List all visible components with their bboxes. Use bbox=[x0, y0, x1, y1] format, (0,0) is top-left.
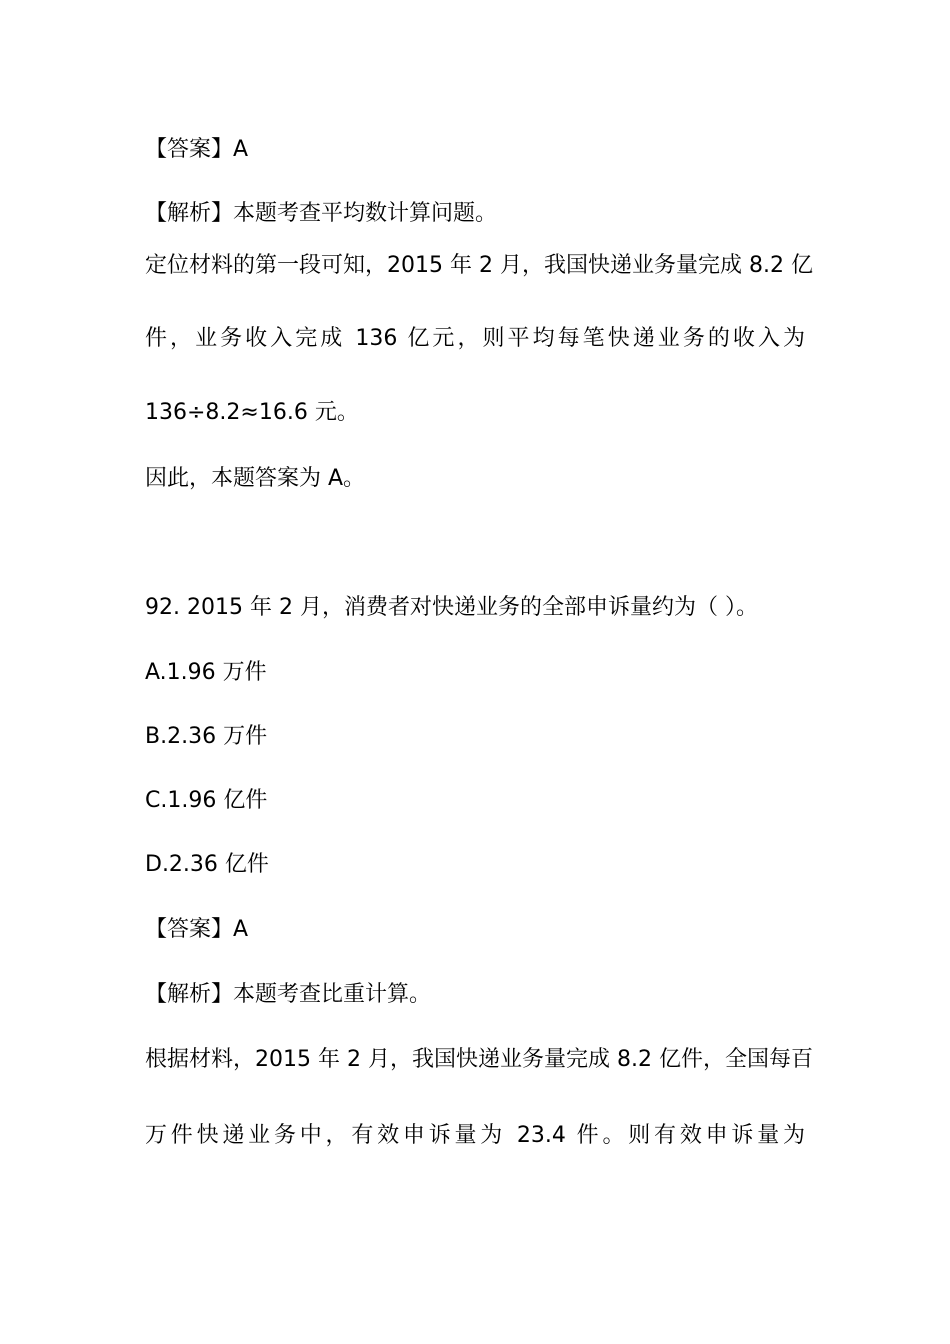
analysis-title: 【解析】本题考查比重计算。 bbox=[145, 982, 432, 1007]
analysis-text-line: 件，业务收入完成 136 亿元，则平均每笔快递业务的收入为 bbox=[145, 326, 805, 351]
analysis-title: 【解析】本题考查平均数计算问题。 bbox=[145, 201, 498, 226]
option-a: A.1.96 万件 bbox=[145, 660, 267, 685]
analysis-conclusion: 因此，本题答案为 A。 bbox=[145, 466, 366, 491]
question-stem: 92. 2015 年 2 月，消费者对快递业务的全部申诉量约为（ ）。 bbox=[145, 595, 758, 620]
option-d: D.2.36 亿件 bbox=[145, 852, 269, 877]
analysis-text-line: 根据材料，2015 年 2 月，我国快递业务量完成 8.2 亿件，全国每百 bbox=[145, 1047, 813, 1072]
analysis-text-line: 万件快递业务中，有效申诉量为 23.4 件。则有效申诉量为 bbox=[145, 1123, 805, 1148]
answer-label: 【答案】A bbox=[145, 137, 249, 162]
analysis-text-line: 136÷8.2≈16.6 元。 bbox=[145, 400, 359, 425]
answer-label: 【答案】A bbox=[145, 917, 249, 942]
option-b: B.2.36 万件 bbox=[145, 724, 268, 749]
analysis-text-line: 定位材料的第一段可知，2015 年 2 月，我国快递业务量完成 8.2 亿 bbox=[145, 253, 813, 278]
option-c: C.1.96 亿件 bbox=[145, 788, 268, 813]
